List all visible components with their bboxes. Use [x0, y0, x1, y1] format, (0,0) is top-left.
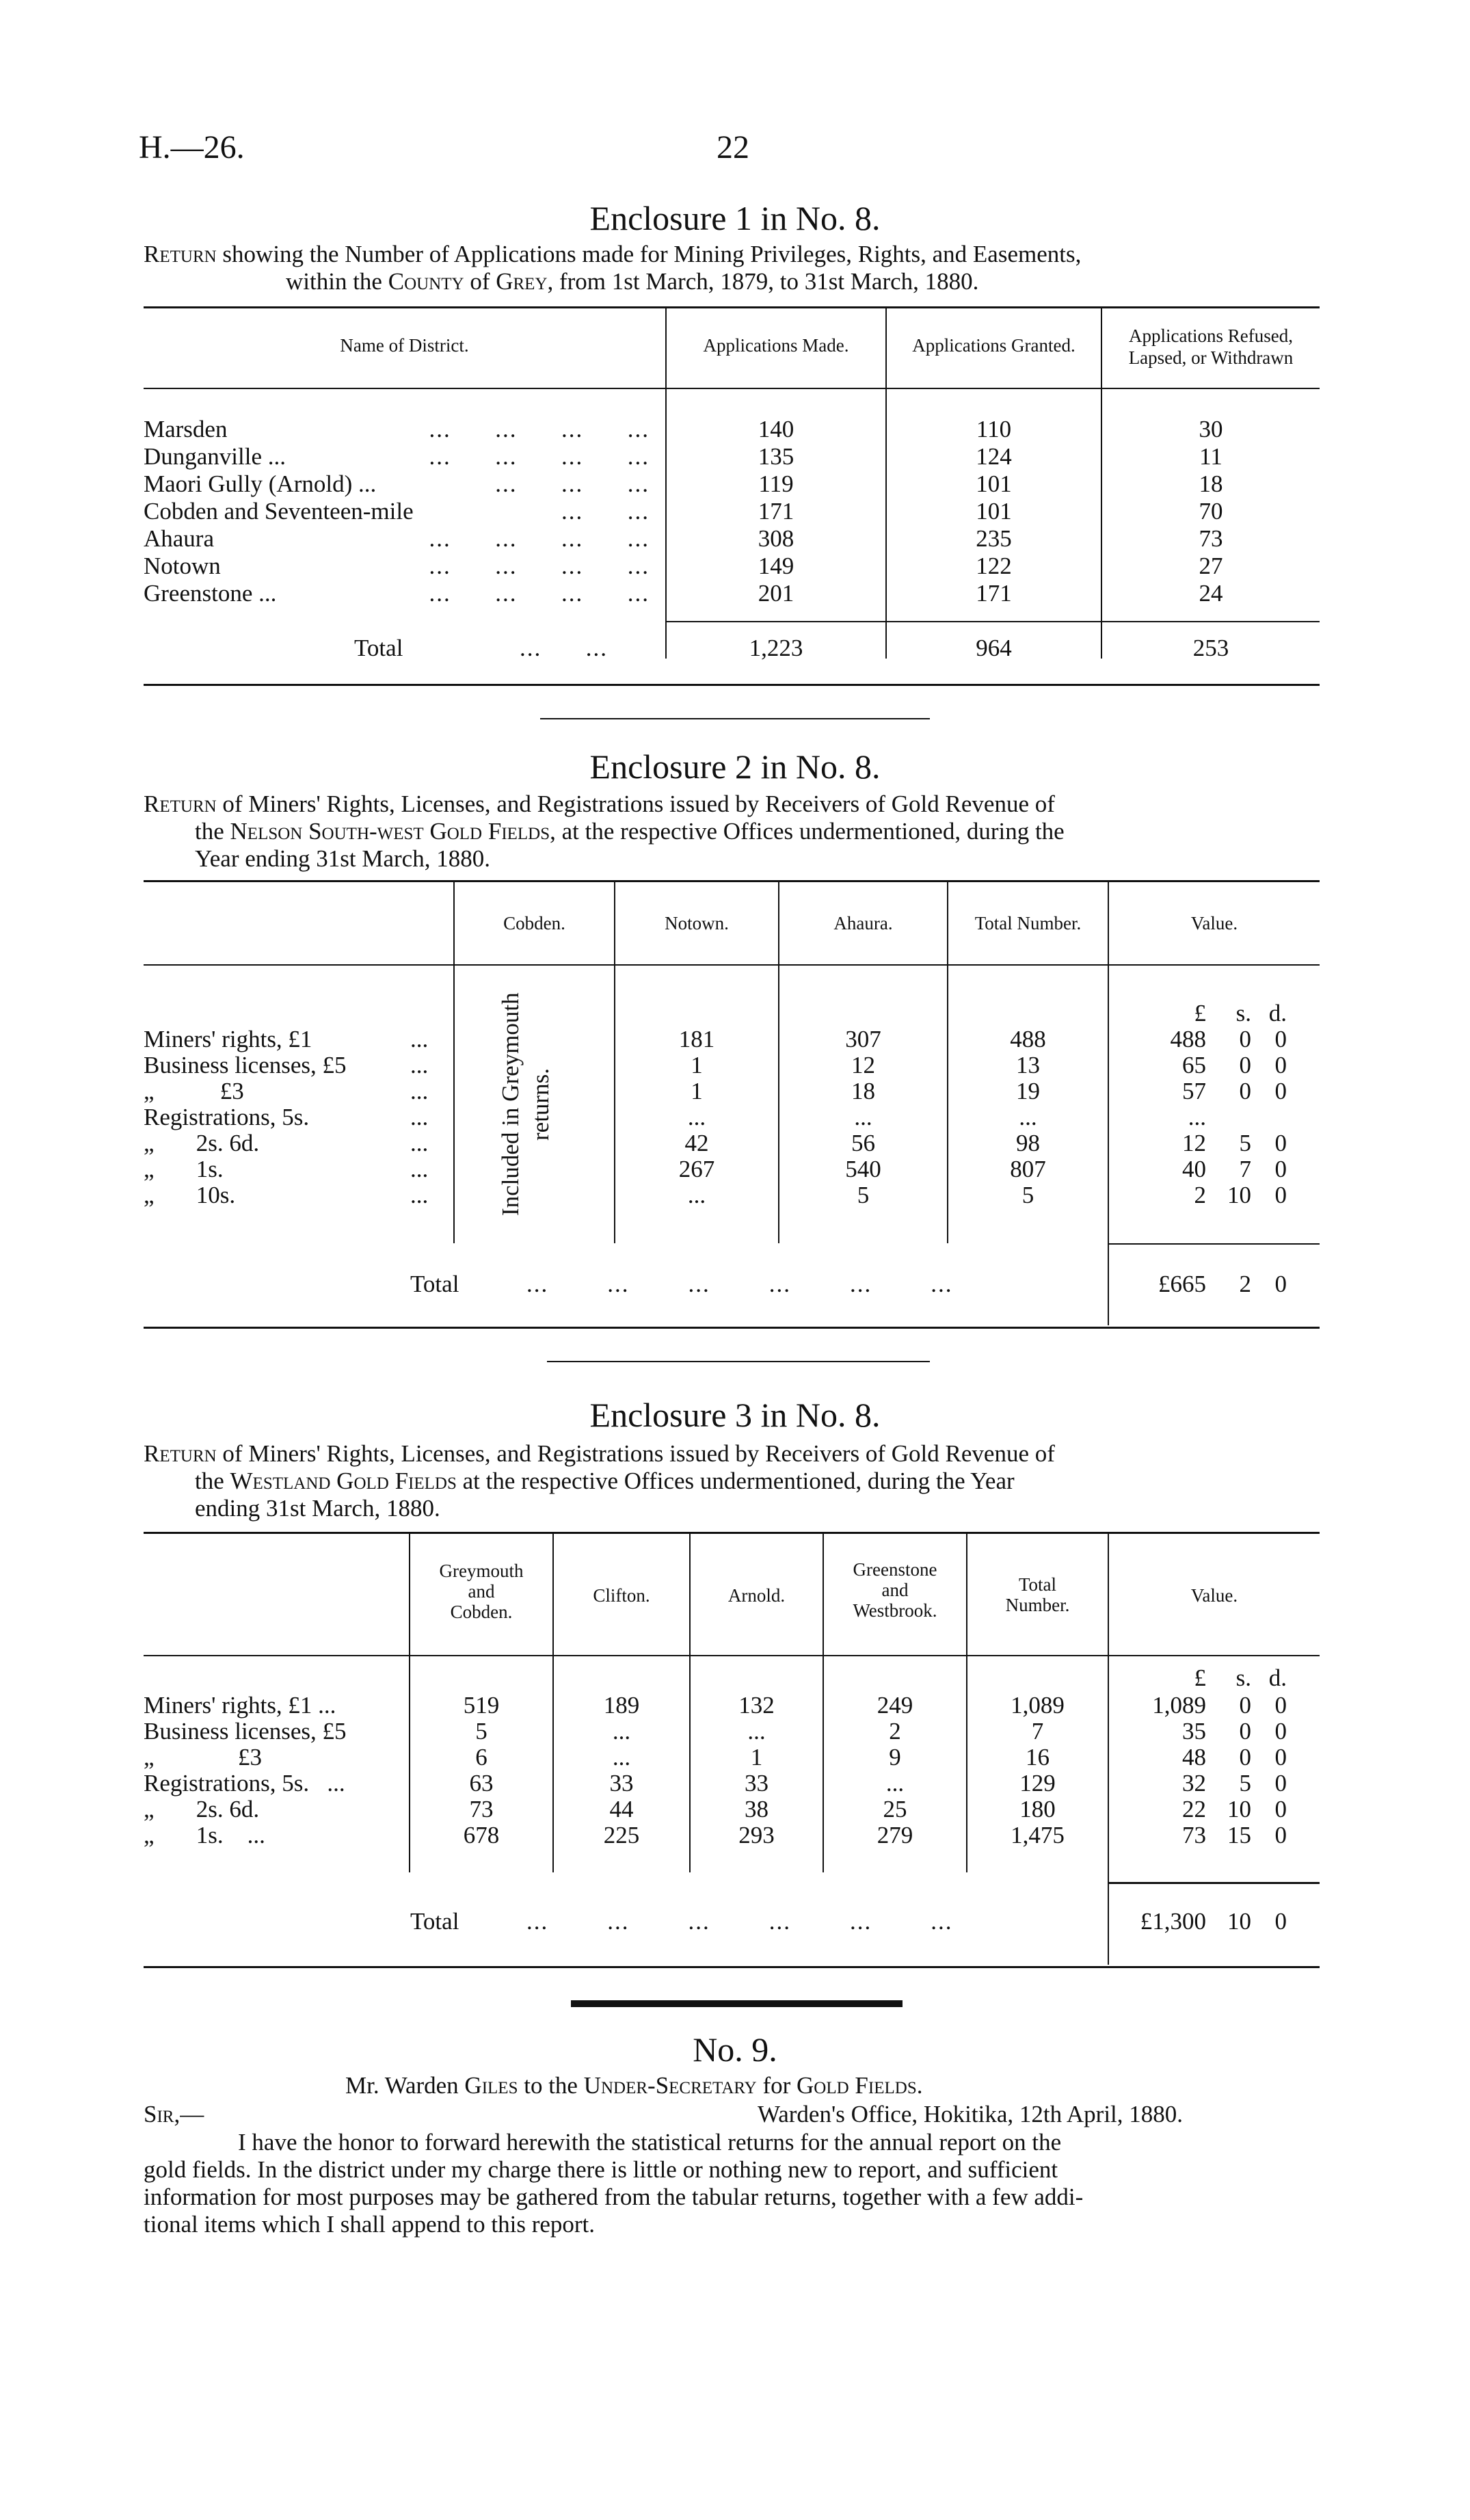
- value-shillings: 15: [1227, 1822, 1251, 1848]
- row-label: „ £3: [144, 1078, 244, 1104]
- value-shillings: 0: [1239, 1052, 1251, 1078]
- salutation: Sir,—: [144, 2101, 204, 2127]
- header-line: Greymouth: [439, 1561, 524, 1581]
- value-pounds: 488: [1170, 1026, 1206, 1052]
- total-label: Total: [410, 1908, 459, 1935]
- greymouth-count: 678: [463, 1822, 500, 1848]
- leader-dots: ... ... ... ...: [429, 525, 650, 552]
- notown-count: 42: [684, 1130, 709, 1156]
- leader-dots: ...: [410, 1026, 429, 1052]
- greenstone-count: 249: [877, 1692, 913, 1719]
- letter-line-2: gold fields. In the district under my charge there is little or nothing new to report, and sufficient: [144, 2156, 1058, 2183]
- district-name: Greenstone ...: [144, 580, 277, 607]
- no9-subheading: [345, 2072, 922, 2099]
- header-rule: [144, 964, 1320, 966]
- lsd-pounds-header: £: [1194, 1000, 1206, 1026]
- total-pence: 0: [1274, 1271, 1287, 1297]
- total-leader-dots: ... ... ... ... ... ...: [526, 1908, 953, 1935]
- value-pounds: 48: [1182, 1744, 1206, 1770]
- table-top-rule: [144, 880, 1320, 882]
- value-pence: 0: [1274, 1718, 1287, 1745]
- leader-dots: ...: [410, 1052, 429, 1078]
- header-line: Greenstone: [853, 1559, 937, 1580]
- letter-line-1: I have the honor to forward herewith the statistical returns for the annual report on the: [238, 2129, 1062, 2156]
- header-total-number: Total Number.: [974, 913, 1082, 933]
- total-made: 1,223: [749, 635, 803, 661]
- no9-heading: No. 9.: [693, 2030, 777, 2069]
- value-pounds: 1,089: [1152, 1692, 1206, 1719]
- total-label: Total: [354, 635, 403, 661]
- value-shillings: 10: [1227, 1796, 1251, 1822]
- leader-dots: ...: [410, 1156, 429, 1182]
- applications-granted: 124: [976, 443, 1012, 470]
- leader-dots: ... ... ... ...: [429, 416, 650, 442]
- applications-made: 171: [758, 498, 794, 525]
- ahaura-count: 18: [851, 1078, 875, 1104]
- greymouth-count: 73: [469, 1796, 494, 1822]
- enclosure-1-heading: Enclosure 1 in No. 8.: [589, 199, 881, 237]
- value-total-rule: [1109, 1243, 1320, 1245]
- subheading-text: for: [756, 2072, 797, 2099]
- enclosure-1-intro-line-2: [286, 268, 978, 295]
- intro-text: of Miners' Rights, Licenses, and Registrations issued by Receivers of Gold Revenue of: [216, 791, 1055, 817]
- leader-dots: ...: [410, 1182, 429, 1208]
- lsd-pounds-header: £: [1194, 1664, 1206, 1691]
- header-notown: Notown.: [665, 913, 729, 933]
- applications-refused: 27: [1199, 553, 1223, 579]
- total-number: 180: [1019, 1796, 1056, 1822]
- enclosure-2-intro-line-1: [144, 791, 1055, 818]
- value-pounds: 2: [1194, 1182, 1206, 1208]
- total-number: 7: [1031, 1718, 1044, 1745]
- county-word: County: [388, 268, 464, 295]
- lsd-pence-header: d.: [1268, 1664, 1287, 1691]
- intro-text: showing the Number of Applications made for Mining Privileges, Rights, and Easements,: [216, 241, 1082, 267]
- leader-dots: ... ... ... ...: [429, 443, 650, 470]
- header-rule: [144, 1655, 1320, 1656]
- applications-made: 140: [758, 416, 794, 442]
- total-pence: 0: [1274, 1908, 1287, 1935]
- row-label: „ 2s. 6d.: [144, 1796, 260, 1822]
- leader-dots: ... ... ... ...: [429, 580, 650, 607]
- value-shillings: 0: [1239, 1692, 1251, 1719]
- return-word: Return: [144, 241, 217, 267]
- leader-dots: ... ... ... ...: [429, 553, 650, 579]
- table-bottom-rule: [144, 684, 1320, 686]
- total-number: 129: [1019, 1770, 1056, 1796]
- district-name: Ahaura: [144, 525, 215, 552]
- notown-count: 1: [691, 1078, 703, 1104]
- value-shillings: 5: [1239, 1130, 1251, 1156]
- intro-text: at the respective Offices undermentioned, during the Year: [456, 1468, 1015, 1494]
- row-label: Business licenses, £5: [144, 1052, 347, 1078]
- applications-made: 135: [758, 443, 794, 470]
- value-shillings: 0: [1239, 1718, 1251, 1745]
- header-made: Applications Made.: [703, 335, 849, 356]
- lsd-shillings-header: s.: [1235, 1000, 1251, 1026]
- applications-made: 119: [758, 470, 794, 497]
- clifton-count: 225: [603, 1822, 640, 1848]
- clifton-count: 189: [603, 1692, 640, 1719]
- notown-count: 1: [691, 1052, 703, 1078]
- clifton-count: 44: [609, 1796, 634, 1822]
- page-number: 22: [717, 129, 749, 165]
- leader-dots: ... ... ...: [495, 470, 650, 497]
- total-number: 5: [1021, 1182, 1034, 1208]
- district-name: Cobden and Seventeen-mile: [144, 498, 414, 525]
- greymouth-count: 6: [475, 1744, 487, 1770]
- ahaura-count: 540: [845, 1156, 881, 1182]
- greymouth-count: 63: [469, 1770, 494, 1796]
- enclosure-2-intro-line-3: Year ending 31st March, 1880.: [195, 845, 490, 872]
- total-number: 13: [1016, 1052, 1040, 1078]
- subheading-text: to the: [518, 2072, 584, 2099]
- row-label: Business licenses, £5: [144, 1718, 347, 1745]
- value-pounds: 73: [1182, 1822, 1206, 1848]
- enclosure-3-intro-line-3: ending 31st March, 1880.: [195, 1495, 440, 1522]
- header-clifton: Clifton.: [593, 1585, 650, 1606]
- column-divider: [453, 882, 455, 1243]
- section-separator: [540, 718, 930, 719]
- row-label: „ 1s. ...: [144, 1822, 265, 1848]
- total-pounds: £665: [1158, 1271, 1206, 1297]
- value-pence: 0: [1274, 1026, 1287, 1052]
- header-ahaura: Ahaura.: [833, 913, 893, 933]
- enclosure-3-intro-line-1: [144, 1440, 1055, 1468]
- gold-fields-name: Westland Gold Fields: [230, 1468, 457, 1494]
- header-rule: [144, 388, 1320, 389]
- return-word: Return: [144, 1440, 217, 1467]
- thick-section-separator: [571, 2000, 903, 2007]
- header-granted: Applications Granted.: [912, 335, 1075, 356]
- row-label: Registrations, 5s. ...: [144, 1770, 345, 1796]
- value-pounds: 40: [1182, 1156, 1206, 1182]
- header-line: and: [468, 1581, 495, 1602]
- row-label: Registrations, 5s.: [144, 1104, 310, 1130]
- header-total-number: [967, 1574, 1108, 1615]
- arnold-count: ...: [747, 1718, 766, 1745]
- leader-dots: ...: [410, 1078, 429, 1104]
- total-granted: 964: [976, 635, 1012, 661]
- arnold-count: 38: [745, 1796, 769, 1822]
- value-shillings: 5: [1239, 1770, 1251, 1796]
- value-pence: 0: [1274, 1744, 1287, 1770]
- greymouth-count: 5: [475, 1718, 487, 1745]
- ahaura-count: 5: [857, 1182, 870, 1208]
- total-number: 488: [1010, 1026, 1046, 1052]
- office-and-date: Warden's Office, Hokitika, 12th April, 1880.: [758, 2101, 1184, 2127]
- arnold-count: 293: [738, 1822, 775, 1848]
- value-pounds: 12: [1182, 1130, 1206, 1156]
- row-label: „ £3: [144, 1744, 263, 1770]
- intro-text: of: [464, 268, 496, 295]
- header-line: Total: [1018, 1574, 1057, 1595]
- arnold-count: 1: [750, 1744, 763, 1770]
- subheading-text: Mr. Warden: [345, 2072, 465, 2099]
- intro-text: within the: [286, 268, 388, 295]
- value-shillings: 0: [1239, 1026, 1251, 1052]
- section-separator: [547, 1361, 930, 1362]
- ahaura-count: ...: [854, 1104, 872, 1130]
- applications-refused: 11: [1199, 443, 1222, 470]
- value-pence: 0: [1274, 1796, 1287, 1822]
- notown-count: 181: [678, 1026, 715, 1052]
- applications-refused: 24: [1199, 580, 1223, 607]
- arnold-count: 132: [738, 1692, 775, 1719]
- value-shillings: 0: [1239, 1744, 1251, 1770]
- value-pence: 0: [1274, 1822, 1287, 1848]
- cobden-included-note: Included in Greymouth returns.: [497, 992, 554, 1217]
- district-name: Marsden: [144, 416, 228, 442]
- row-label: „ 2s. 6d.: [144, 1130, 260, 1156]
- value-pounds: 57: [1182, 1078, 1206, 1104]
- lsd-pence-header: d.: [1268, 1000, 1287, 1026]
- header-arnold: Arnold.: [727, 1585, 786, 1606]
- warden-name: Giles: [464, 2072, 518, 2099]
- enclosure-2-heading: Enclosure 2 in No. 8.: [589, 747, 881, 786]
- ahaura-count: 12: [851, 1052, 875, 1078]
- total-number: 807: [1010, 1156, 1046, 1182]
- applications-granted: 122: [976, 553, 1012, 579]
- intro-text: , at the respective Offices undermentioned, during the: [550, 818, 1065, 845]
- value-pence: 0: [1274, 1130, 1287, 1156]
- applications-made: 308: [758, 525, 794, 552]
- total-label: Total: [410, 1271, 459, 1297]
- header-value: Value.: [1190, 1585, 1238, 1606]
- applications-refused: 70: [1199, 498, 1223, 525]
- notown-count: ...: [687, 1104, 706, 1130]
- notown-count: 267: [678, 1156, 715, 1182]
- total-leader-dots: ... ...: [520, 635, 608, 661]
- total-refused: 253: [1192, 635, 1229, 661]
- enclosure-3-intro-line-2: [195, 1468, 1015, 1495]
- header-value: Value.: [1190, 913, 1238, 933]
- row-label: Miners' rights, £1 ...: [144, 1692, 336, 1719]
- intro-text: of Miners' Rights, Licenses, and Registrations issued by Receivers of Gold Revenue of: [216, 1440, 1055, 1467]
- value-shillings: 7: [1239, 1156, 1251, 1182]
- applications-granted: 101: [976, 470, 1012, 497]
- notown-count: ...: [687, 1182, 706, 1208]
- value-pounds: 35: [1182, 1718, 1206, 1745]
- total-number: 19: [1016, 1078, 1040, 1104]
- clifton-count: ...: [612, 1718, 631, 1745]
- applications-made: 201: [758, 580, 794, 607]
- applications-refused: 73: [1199, 525, 1223, 552]
- district-name: Notown: [144, 553, 221, 579]
- value-total-rule: [1109, 1882, 1320, 1884]
- total-number: ...: [1019, 1104, 1037, 1130]
- total-number: 1,089: [1011, 1692, 1065, 1719]
- greenstone-count: 279: [877, 1822, 913, 1848]
- value-pence: 0: [1274, 1182, 1287, 1208]
- total-shillings: 10: [1227, 1908, 1251, 1935]
- greenstone-count: 9: [889, 1744, 901, 1770]
- value-pounds: 22: [1182, 1796, 1206, 1822]
- gold-fields-name: Nelson South-west Gold Fields: [230, 818, 550, 845]
- header-greymouth: [410, 1561, 552, 1622]
- district-name: Dunganville ...: [144, 443, 286, 470]
- column-divider: [1108, 882, 1109, 1325]
- total-pounds: £1,300: [1140, 1908, 1206, 1935]
- total-leader-dots: ... ... ... ... ... ...: [526, 1271, 953, 1297]
- district-name: Maori Gully (Arnold) ...: [144, 470, 377, 497]
- clifton-count: ...: [612, 1744, 631, 1770]
- header-line: and: [881, 1580, 909, 1600]
- value-shillings: 0: [1239, 1078, 1251, 1104]
- applications-refused: 30: [1199, 416, 1223, 442]
- subheading-text: .: [916, 2072, 923, 2099]
- ahaura-count: 56: [851, 1130, 875, 1156]
- greymouth-count: 519: [463, 1692, 500, 1719]
- total-number: 98: [1016, 1130, 1040, 1156]
- gold-fields-word: Gold Fields: [797, 2072, 917, 2099]
- return-word: Return: [144, 791, 217, 817]
- letter-line-3: information for most purposes may be gathered from the tabular returns, together with a few addi-: [144, 2184, 1084, 2210]
- value-pounds: 32: [1182, 1770, 1206, 1796]
- leader-dots: ...: [410, 1104, 429, 1130]
- table-bottom-rule: [144, 1327, 1320, 1329]
- greenstone-count: 25: [883, 1796, 907, 1822]
- applications-made: 149: [758, 553, 794, 579]
- header-cobden: Cobden.: [503, 913, 565, 933]
- greenstone-count: 2: [889, 1718, 901, 1745]
- enclosure-3-heading: Enclosure 3 in No. 8.: [589, 1396, 881, 1434]
- row-label: „ 1s.: [144, 1156, 224, 1182]
- header-line: Westbrook.: [853, 1600, 937, 1621]
- lsd-shillings-header: s.: [1235, 1664, 1251, 1691]
- applications-granted: 101: [976, 498, 1012, 525]
- total-rule: [665, 621, 1320, 622]
- enclosure-1-intro-line-1: [144, 241, 1081, 268]
- applications-refused: 18: [1199, 470, 1223, 497]
- table-top-rule: [144, 306, 1320, 308]
- value-pence: 0: [1274, 1052, 1287, 1078]
- recipient-title: Under-Secretary: [583, 2072, 757, 2099]
- header-line: Number.: [1005, 1595, 1070, 1615]
- value-pence: 0: [1274, 1156, 1287, 1182]
- grey-word: Grey: [496, 268, 548, 295]
- page-reference: H.—26.: [139, 129, 245, 165]
- leader-dots: ... ...: [561, 498, 650, 525]
- header-district: Name of District.: [340, 335, 469, 356]
- arnold-count: 33: [745, 1770, 769, 1796]
- intro-text: the: [195, 1468, 230, 1494]
- leader-dots: ...: [410, 1130, 429, 1156]
- value-pounds: ...: [1188, 1104, 1206, 1130]
- table-bottom-rule: [144, 1966, 1320, 1968]
- header-greenstone: [824, 1559, 966, 1621]
- table-top-rule: [144, 1532, 1320, 1534]
- value-pounds: 65: [1182, 1052, 1206, 1078]
- clifton-count: 33: [609, 1770, 634, 1796]
- ahaura-count: 307: [845, 1026, 881, 1052]
- applications-granted: 171: [976, 580, 1012, 607]
- row-label: Miners' rights, £1: [144, 1026, 312, 1052]
- header-lapsed: Lapsed, or Withdrawn: [1128, 347, 1294, 368]
- row-label: „ 10s.: [144, 1182, 236, 1208]
- applications-granted: 110: [976, 416, 1012, 442]
- enclosure-2-intro-line-2: [195, 818, 1065, 845]
- value-pence: 0: [1274, 1770, 1287, 1796]
- greenstone-count: ...: [885, 1770, 905, 1796]
- applications-granted: 235: [976, 525, 1012, 552]
- intro-text: the: [195, 818, 230, 845]
- total-number: 1,475: [1011, 1822, 1065, 1848]
- header-refused: Applications Refused,: [1129, 326, 1293, 346]
- value-pence: 0: [1274, 1692, 1287, 1719]
- total-shillings: 2: [1239, 1271, 1251, 1297]
- header-line: Cobden.: [450, 1602, 513, 1622]
- intro-text: , from 1st March, 1879, to 31st March, 1880.: [547, 268, 979, 295]
- value-shillings: 10: [1227, 1182, 1251, 1208]
- letter-line-4: tional items which I shall append to this report.: [144, 2211, 596, 2238]
- value-pence: 0: [1274, 1078, 1287, 1104]
- total-number: 16: [1026, 1744, 1050, 1770]
